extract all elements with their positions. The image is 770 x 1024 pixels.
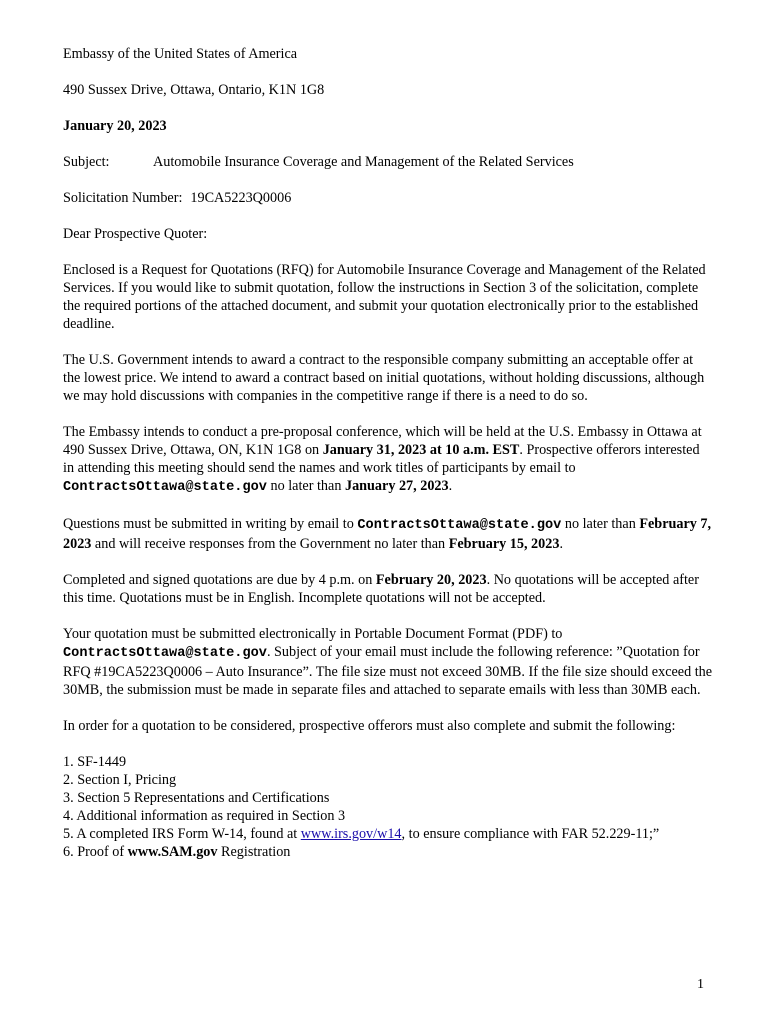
conference-text-4: .: [448, 478, 453, 494]
list-item-text: Registration: [217, 844, 291, 860]
due-text-1: Completed and signed quotations are due by 4 p.m. on: [63, 572, 376, 588]
sam-gov-text: www.SAM.gov: [127, 844, 218, 860]
letter-body: [63, 45, 713, 861]
letter-date: January 20, 2023: [63, 118, 167, 134]
paragraph-requirements: In order for a quotation to be considered, prospective offerors must also complete and submit the following:: [63, 718, 676, 734]
list-item-text: , to ensure compliance with FAR 52.229-11;”: [401, 826, 660, 842]
submission-text-2: . Subject of your email must include the following reference: ”Quotation for RFQ #19CA5223Q0006 – Auto Insurance”. The file size must not exceed 30MB. If the file size should exceed the 30MB, the submission must be made in separate files and attached to separate emails with less than 30MB each.: [63, 644, 713, 698]
list-item-text: 5. A completed IRS Form W-14, found at: [63, 826, 301, 842]
paragraph-questions: [63, 515, 713, 553]
conference-text-1: The Embassy intends to conduct a pre-proposal conference, which will be held at the U.S. Embassy in Ottawa at 490 Sussex Drive, Ottawa, ON, K1N 1G8 on: [63, 424, 702, 458]
page-number: 1: [697, 977, 704, 992]
quotation-due-date: February 20, 2023: [375, 572, 487, 588]
list-item: 4. Additional information as required in Section 3: [63, 808, 346, 824]
paragraph-due-date: [63, 571, 713, 607]
submission-text-1: Your quotation must be submitted electronically in Portable Document Format (PDF) to: [63, 626, 563, 642]
solicitation-line: [63, 189, 713, 207]
subject-line: [63, 153, 713, 171]
list-item: 1. SF-1449: [63, 754, 127, 770]
paragraph-submission: [63, 625, 713, 699]
due-text-2: . No quotations will be accepted after this time. Quotations must be in English. Incomplete quotations will not be accepted.: [63, 572, 699, 606]
list-item: 3. Section 5 Representations and Certifications: [63, 790, 330, 806]
conference-text-3: no later than: [266, 478, 345, 494]
list-item: [63, 825, 713, 843]
list-item: [63, 843, 713, 861]
contracts-email[interactable]: ContractsOttawa@state.gov: [357, 518, 562, 533]
conference-rsvp-deadline: January 27, 2023: [344, 478, 449, 494]
questions-text-1: Questions must be submitted in writing by email to: [63, 516, 358, 532]
contracts-email[interactable]: ContractsOttawa@state.gov: [63, 646, 267, 661]
conference-text-2: . Prospective offerors interested in attending this meeting should send the names and work titles of participants by email to: [63, 442, 700, 476]
subject-text: Automobile Insurance Coverage and Management of the Related Services: [153, 154, 574, 170]
questions-text-4: .: [559, 536, 563, 552]
responses-deadline: February 15, 2023: [448, 536, 560, 552]
questions-text-3: and will receive responses from the Government no later than: [91, 536, 449, 552]
solicitation-number: 19CA5223Q0006: [190, 190, 292, 206]
subject-label: Subject:: [63, 154, 110, 170]
irs-w14-link[interactable]: www.irs.gov/w14: [300, 826, 402, 842]
list-item-text: 6. Proof of: [63, 844, 128, 860]
questions-deadline: February 7, 2023: [63, 516, 712, 552]
questions-text-2: no later than: [561, 516, 640, 532]
list-item: 2. Section I, Pricing: [63, 772, 177, 788]
solicitation-label: Solicitation Number:: [63, 190, 183, 206]
salutation: Dear Prospective Quoter:: [63, 226, 208, 242]
paragraph-rfq-intro: Enclosed is a Request for Quotations (RFQ) for Automobile Insurance Coverage and Management of the Related Services. If you would like to submit quotation, follow the instructions in Section 3 of the solicitation, complete the required portions of the attached document, and submit your quotation electronically prior to the established deadline.: [63, 262, 706, 332]
embassy-address: 490 Sussex Drive, Ottawa, Ontario, K1N 1G8: [63, 82, 325, 98]
paragraph-conference: [63, 423, 713, 497]
paragraph-award: The U.S. Government intends to award a contract to the responsible company submitting an acceptable offer at the lowest price. We intend to award a contract based on initial quotations, without holding discussions, although we may hold discussions with companies in the competitive range if there is a need to do so.: [63, 352, 705, 404]
embassy-name: Embassy of the United States of America: [63, 46, 298, 62]
requirements-list: [63, 753, 713, 861]
conference-date: January 31, 2023 at 10 a.m. EST: [322, 442, 520, 458]
contracts-email[interactable]: ContractsOttawa@state.gov: [63, 480, 267, 495]
